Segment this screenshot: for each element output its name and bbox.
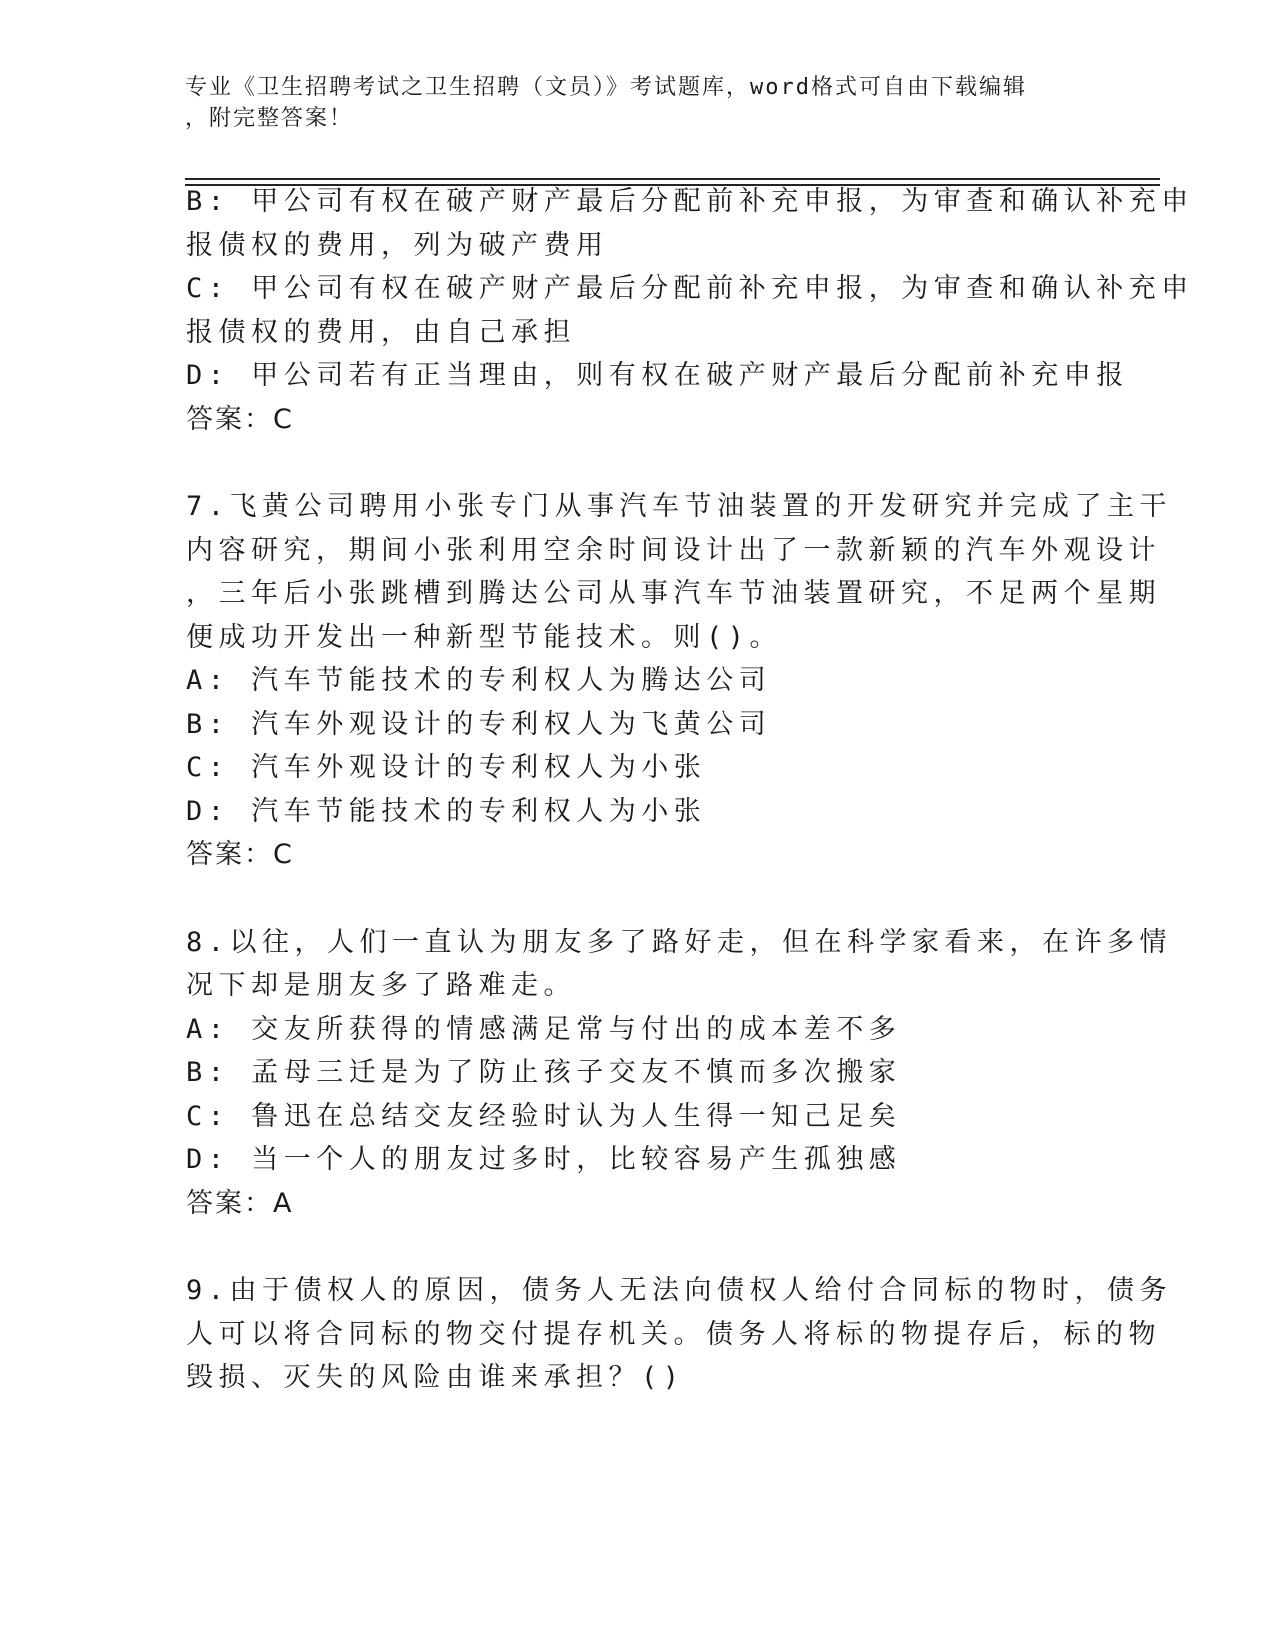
- q8-answer: 答案：A: [186, 1188, 294, 1219]
- q6-option-b-line-2: 报债权的费用，列为破产费用: [186, 230, 609, 261]
- q8-option-d: D: 当一个人的朋友过多时，比较容易产生孤独感: [186, 1144, 902, 1175]
- q6-option-c-line-1: C: 甲公司有权在破产财产最后分配前补充申报，为审查和确认补充申: [186, 273, 1194, 304]
- q7-stem-line-4: 便成功开发出一种新型节能技术。则()。: [186, 622, 783, 653]
- header-line-1: 专业《卫生招聘考试之卫生招聘（文员）》考试题库，word格式可自由下载编辑: [185, 75, 1027, 100]
- q7-stem-line-1: 7.飞黄公司聘用小张专门从事汽车节油装置的开发研究并完成了主干: [186, 491, 1173, 522]
- q8-stem-line-1: 8.以往，人们一直认为朋友多了路好走，但在科学家看来，在许多情: [186, 927, 1173, 958]
- q7-answer: 答案：C: [186, 839, 294, 870]
- q7-option-a: A: 汽车节能技术的专利权人为腾达公司: [186, 665, 772, 696]
- q7-stem-line-3: ，三年后小张跳槽到腾达公司从事汽车节油装置研究，不足两个星期: [186, 578, 1161, 609]
- header-line-2: ，附完整答案！: [185, 106, 354, 131]
- q6-option-d: D: 甲公司若有正当理由，则有权在破产财产最后分配前补充申报: [186, 360, 1129, 391]
- q9-stem-line-3: 毁损、灭失的风险由谁来承担？(): [186, 1362, 685, 1393]
- header-divider-top: [185, 178, 1160, 180]
- q9-stem-line-1: 9.由于债权人的原因，债务人无法向债权人给付合同标的物时，债务: [186, 1275, 1173, 1306]
- q6-answer: 答案：C: [186, 404, 294, 435]
- q6-option-c-line-2: 报债权的费用，由自己承担: [186, 317, 576, 348]
- q7-option-b: B: 汽车外观设计的专利权人为飞黄公司: [186, 709, 772, 740]
- q8-option-a: A: 交友所获得的情感满足常与付出的成本差不多: [186, 1014, 902, 1045]
- page-header: [185, 72, 1065, 134]
- q7-option-c: C: 汽车外观设计的专利权人为小张: [186, 752, 707, 783]
- q8-option-c: C: 鲁迅在总结交友经验时认为人生得一知己足矣: [186, 1101, 902, 1132]
- q8-option-b: B: 孟母三迁是为了防止孩子交友不慎而多次搬家: [186, 1057, 902, 1088]
- q9-stem-line-2: 人可以将合同标的物交付提存机关。债务人将标的物提存后，标的物: [186, 1319, 1161, 1350]
- q6-option-b-line-1: B: 甲公司有权在破产财产最后分配前补充申报，为审查和确认补充申: [186, 186, 1194, 217]
- q8-stem-line-2: 况下却是朋友多了路难走。: [186, 970, 576, 1001]
- q7-stem-line-2: 内容研究，期间小张利用空余时间设计出了一款新颖的汽车外观设计: [186, 535, 1161, 566]
- q7-option-d: D: 汽车节能技术的专利权人为小张: [186, 796, 707, 827]
